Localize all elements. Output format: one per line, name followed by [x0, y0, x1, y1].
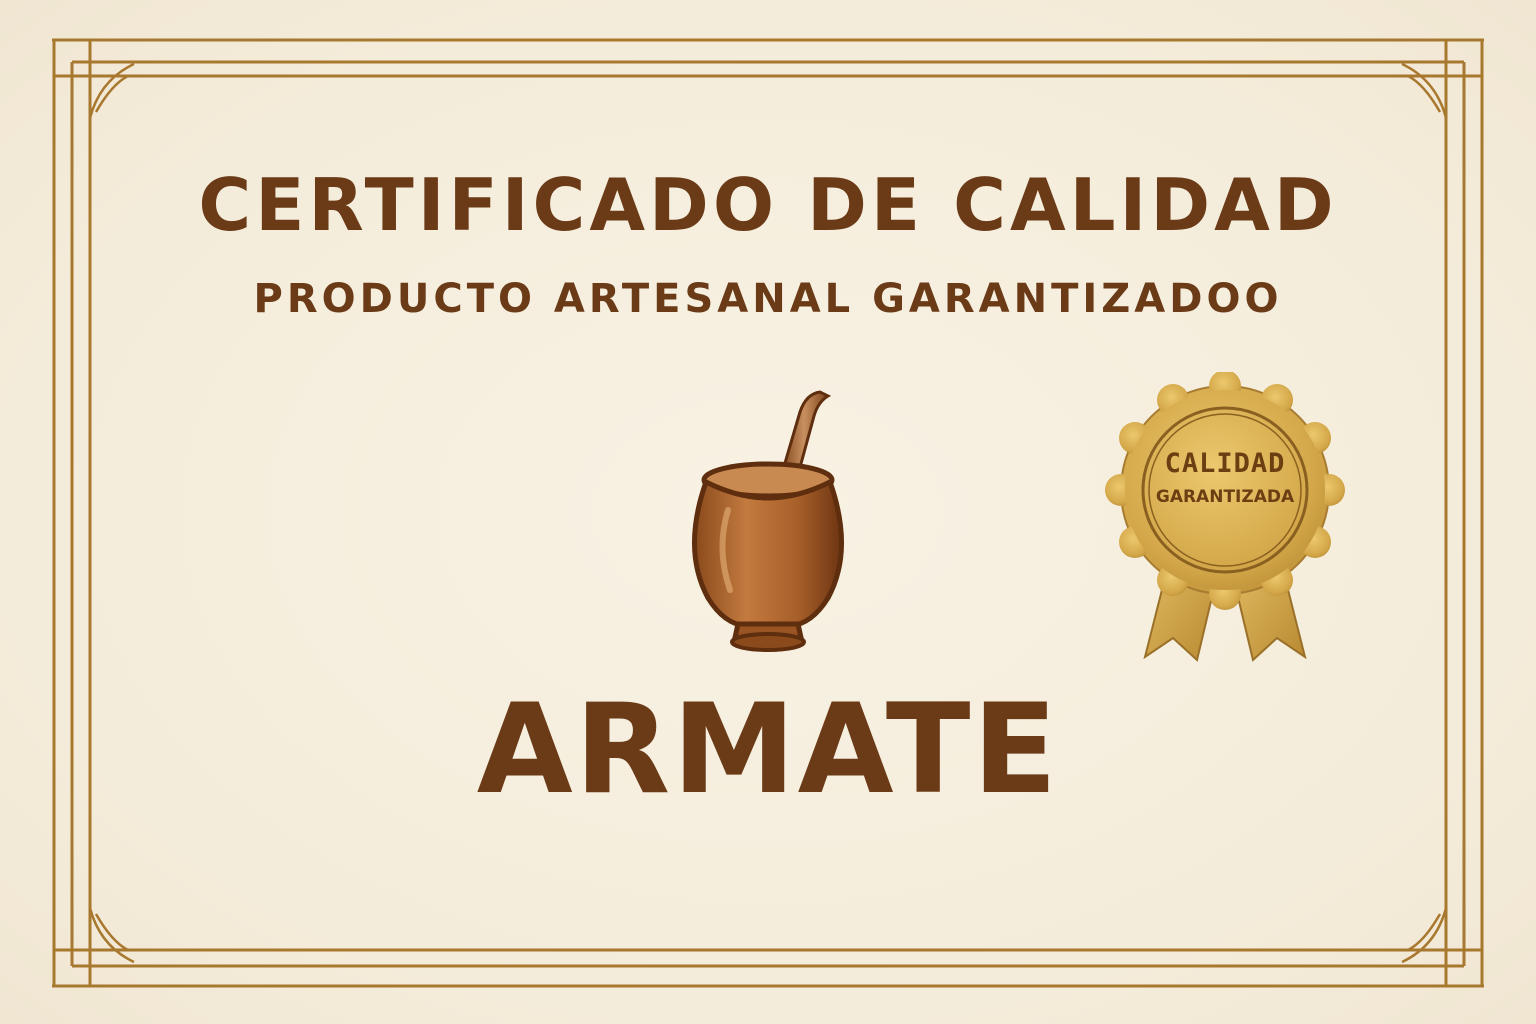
- brand-name: ARMATE: [476, 678, 1060, 822]
- mate-gourd-icon: [668, 380, 868, 660]
- seal-line-2: GARANTIZADA: [1155, 487, 1295, 507]
- certificate-title: CERTIFICADO DE CALIDAD: [198, 163, 1338, 247]
- seal-line-1: CALIDAD: [1164, 448, 1286, 479]
- quality-seal-icon: [1105, 372, 1345, 672]
- certificate-subtitle: PRODUCTO ARTESANAL GARANTIZADOO: [253, 276, 1283, 322]
- seal-label: [1135, 447, 1315, 513]
